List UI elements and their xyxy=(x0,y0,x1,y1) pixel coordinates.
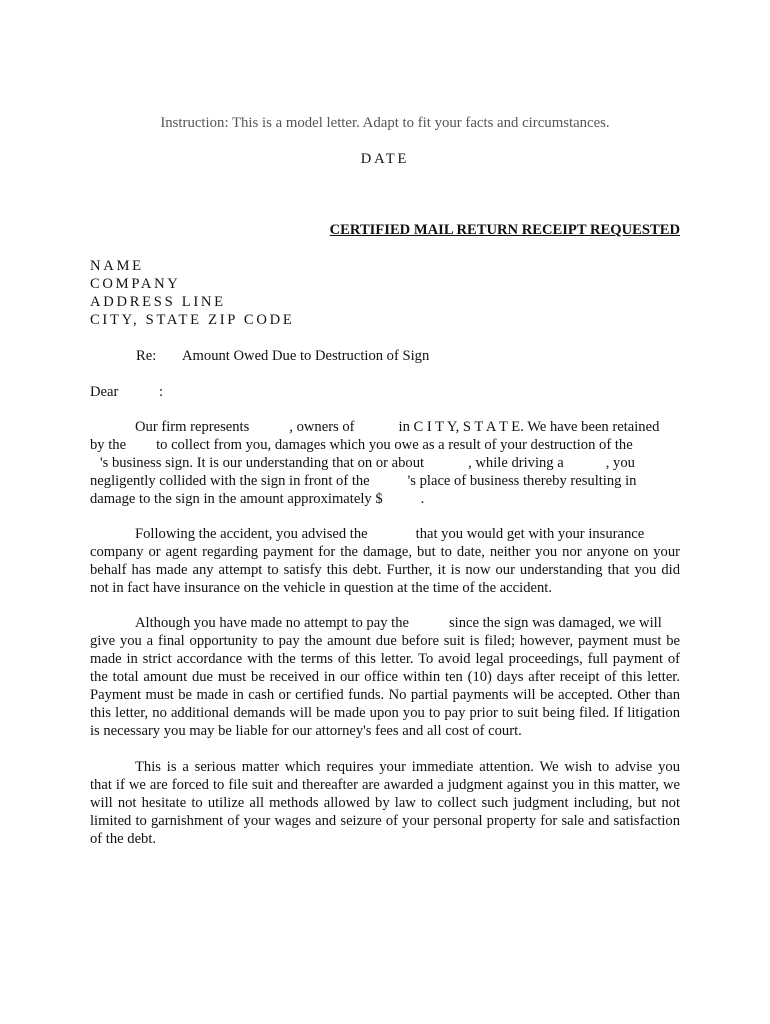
text-segment: 's place of business thereby resulting in xyxy=(407,473,637,489)
re-label: Re: xyxy=(136,348,157,364)
text-line: this letter, no additional demands will be made upon you to pay prior to suit being filed. If litigation xyxy=(90,705,680,721)
paragraph-representation xyxy=(90,418,680,508)
re-subject: Amount Owed Due to Destruction of Sign xyxy=(182,348,430,364)
recipient-name: NAME xyxy=(90,258,144,274)
text-segment: Although you have made no attempt to pay the xyxy=(135,615,409,631)
text-line: This is a serious matter which requires your immediate attention. We wish to advise you xyxy=(135,759,680,775)
text-segment: since the sign was damaged, we will xyxy=(448,615,662,631)
text-line: will not hesitate to utilize all methods allowed by law to collect such judgment including, but not xyxy=(90,795,680,811)
certified-mail-heading: CERTIFIED MAIL RETURN RECEIPT REQUESTED xyxy=(329,222,680,238)
recipient-address-line: ADDRESS LINE xyxy=(90,294,226,310)
text-segment: Following the accident, you advised the xyxy=(135,526,368,542)
salutation: Dear xyxy=(90,384,119,400)
text-segment: , owners of xyxy=(289,419,355,435)
text-line: that if we are forced to file suit and thereafter are awarded a judgment against you in this matter, we xyxy=(90,777,680,793)
recipient-company: COMPANY xyxy=(90,276,181,292)
text-line: behalf has made any attempt to satisfy this debt. Further, it is now our understanding that you did xyxy=(90,562,680,578)
text-segment: damage to the sign in the amount approximately $ xyxy=(90,491,383,507)
text-line: is necessary you may be liable for our attorney's fees and all cost of court. xyxy=(90,723,522,739)
text-segment: 's business sign. It is our understanding that on or about xyxy=(100,455,425,471)
text-line: company or agent regarding payment for the damage, but to date, neither you nor anyone on your xyxy=(90,544,680,560)
text-segment: negligently collided with the sign in front of the xyxy=(90,473,370,489)
text-line: give you a final opportunity to pay the amount due before suit is filed; however, payment must be xyxy=(90,633,680,649)
text-segment: by the xyxy=(90,437,127,453)
recipient-city-state-zip: CITY, STATE ZIP CODE xyxy=(90,312,295,328)
text-line: Payment must be made in cash or certified funds. No partial payments will be accepted. Other than xyxy=(90,687,680,703)
text-line: of the debt. xyxy=(90,831,157,847)
salutation-colon: : xyxy=(159,384,164,400)
paragraph-final-opportunity xyxy=(90,614,680,740)
paragraph-serious-matter xyxy=(90,758,680,848)
text-line: made in strict accordance with the terms of this letter. To avoid legal proceedings, full payment of xyxy=(90,651,680,667)
text-segment: . xyxy=(420,491,425,507)
text-segment: , you xyxy=(605,455,635,471)
text-segment: in C I T Y, S T A T E. We have been retained xyxy=(398,419,660,435)
text-segment: that you would get with your insurance xyxy=(415,526,645,542)
text-line: not in fact have insurance on the vehicle in question at the time of the accident. xyxy=(90,580,552,596)
text-segment: to collect from you, damages which you owe as a result of your destruction of the xyxy=(156,437,633,453)
text-line: limited to garnishment of your wages and seizure of your personal property for sale and satisfaction xyxy=(90,813,680,829)
letter-date: DATE xyxy=(360,151,410,167)
text-segment: , while driving a xyxy=(468,455,564,471)
paragraph-accident xyxy=(90,525,680,597)
text-segment: Our firm represents xyxy=(135,419,250,435)
instruction-note: Instruction: This is a model letter. Adapt to fit your facts and circumstances. xyxy=(160,115,610,131)
text-line: the total amount due must be received in our office within ten (10) days after receipt of this letter. xyxy=(90,669,680,685)
